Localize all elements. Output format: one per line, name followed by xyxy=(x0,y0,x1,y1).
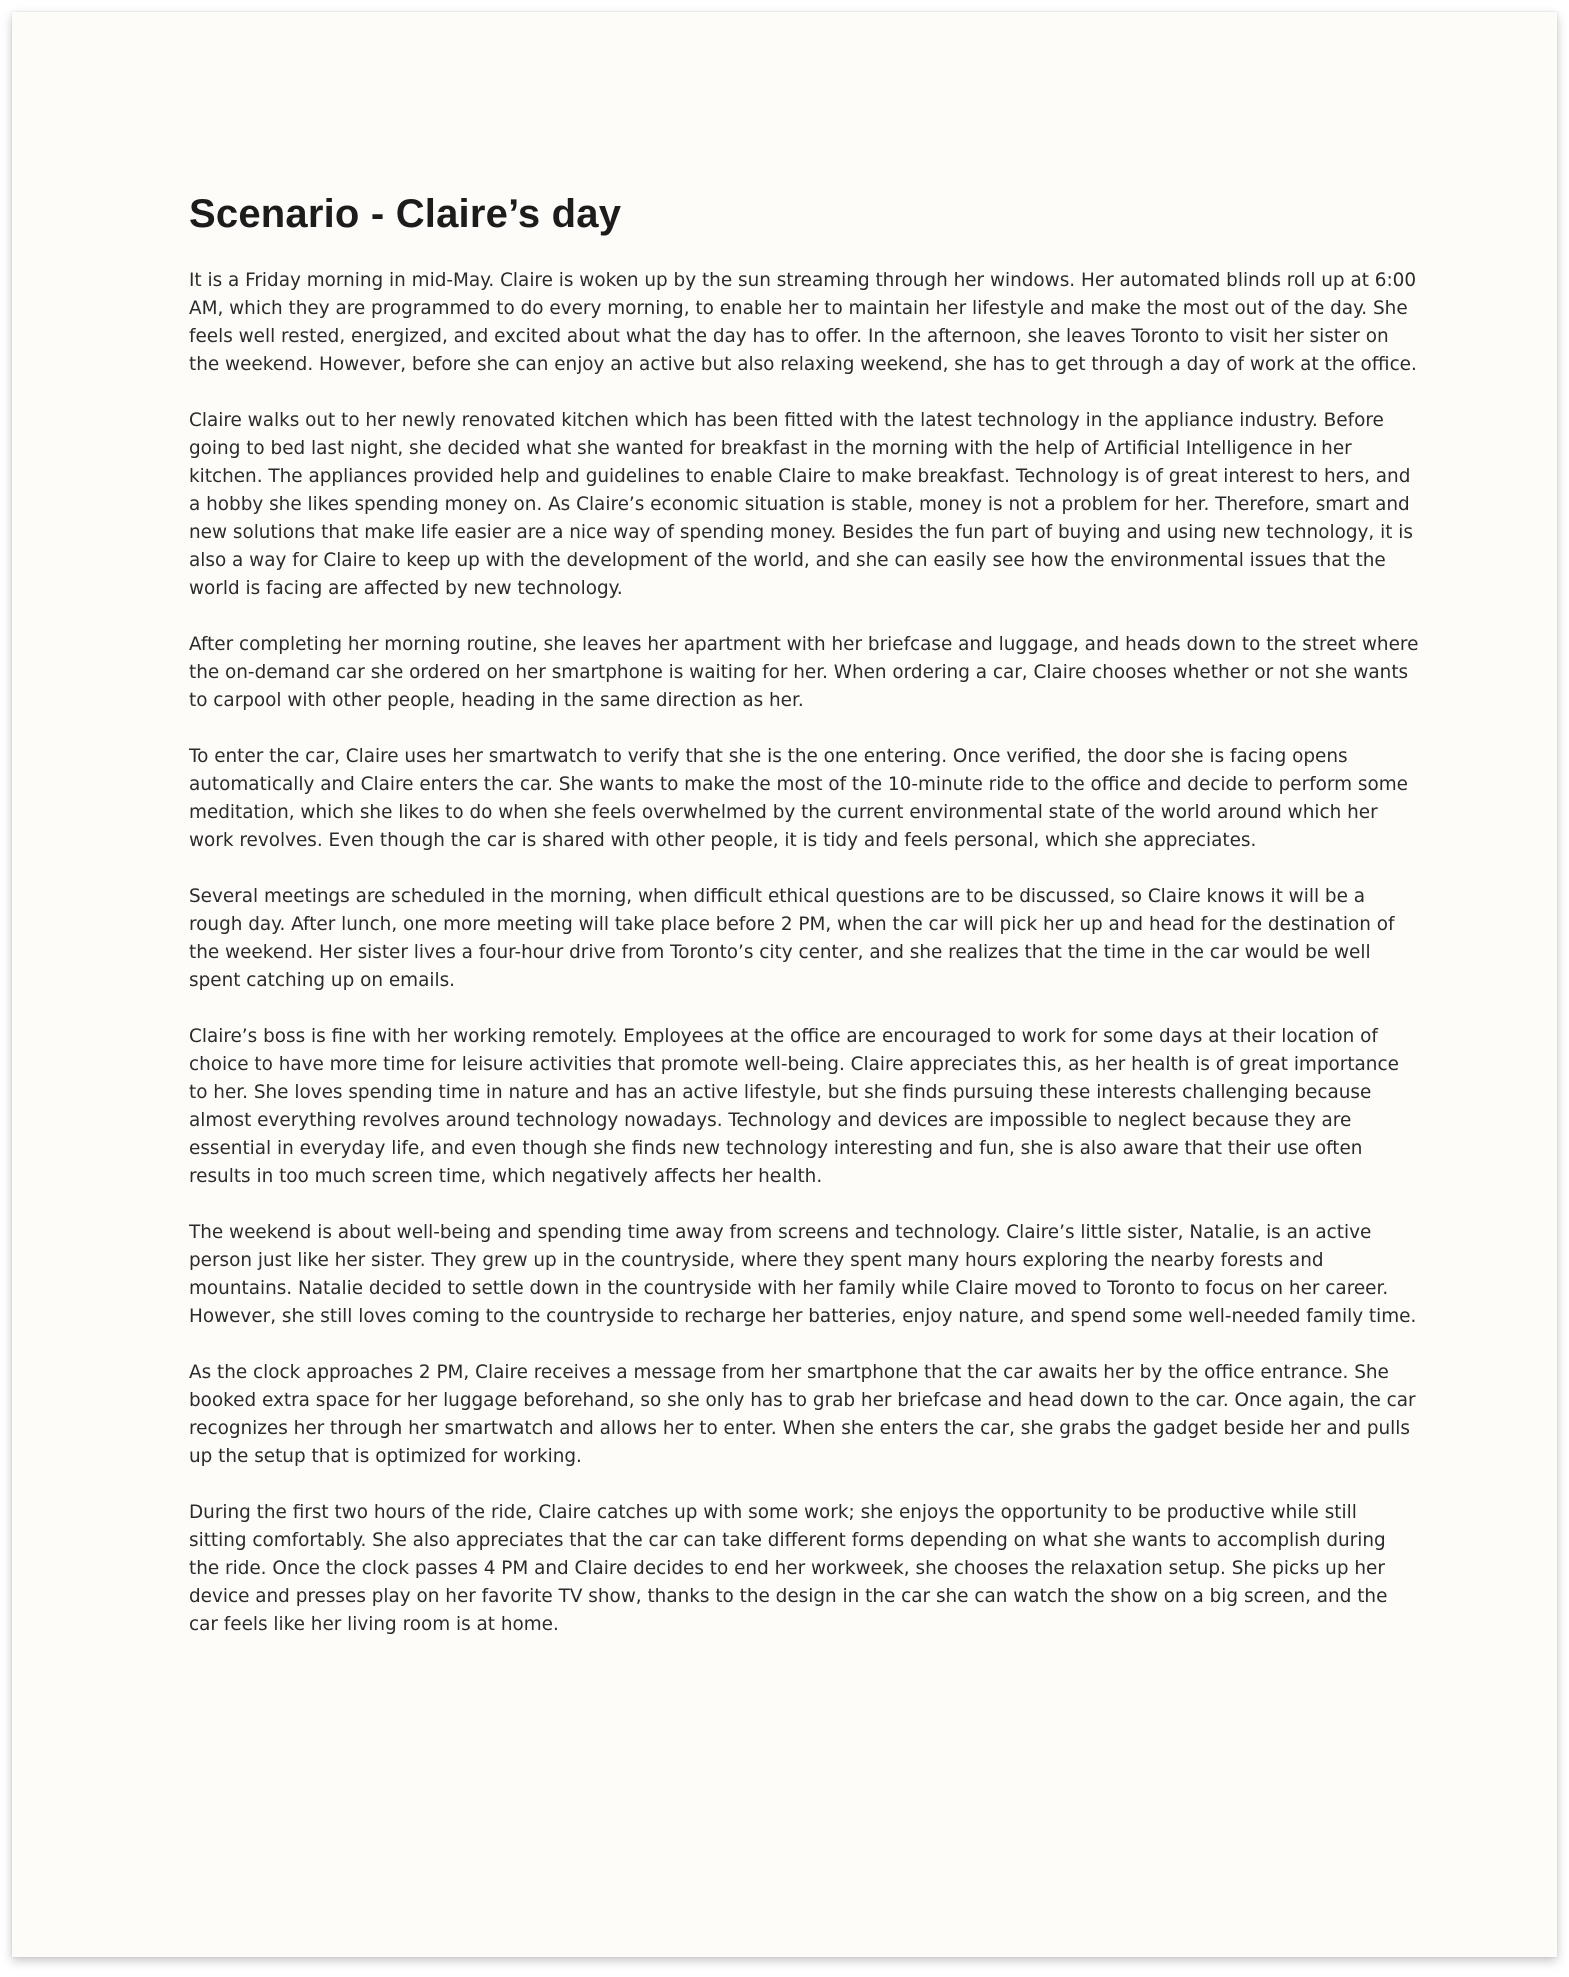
paragraph-1: It is a Friday morning in mid-May. Claire is woken up by the sun streaming through her windows. Her automated blinds roll up at 6:00 AM, which they are programmed to do every morning, to enable her to maintain her lifestyle and make the most out of the day. She feels well rested, energized, and excited about what the day has to offer. In the afternoon, she leaves Toronto to visit her sister on the weekend. However, before she can enjoy an active but also relaxing weekend, she has to get through a day of work at the office. xyxy=(189,270,1417,375)
document-title: Scenario - Claire’s day xyxy=(189,192,622,236)
paragraph-9: During the first two hours of the ride, Claire catches up with some work; she enjoys the opportunity to be productive while still sitting comfortably. She also appreciates that the car can take different forms depending on what she wants to accomplish during the ride. Once the clock passes 4 PM and Claire decides to end her workweek, she chooses the relaxation setup. She picks up her device and presses play on her favorite TV show, thanks to the design in the car she can watch the show on a big screen, and the car feels like her living room is at home. xyxy=(189,1502,1388,1635)
paragraph-2: Claire walks out to her newly renovated kitchen which has been fitted with the latest technology in the appliance industry. Before going to bed last night, she decided what she wanted for breakfast in the morning with the help of Artificial Intelligence in her kitchen. The appliances provided help and guidelines to enable Claire to make breakfast. Technology is of great interest to hers, and a hobby she likes spending money on. As Claire’s economic situation is stable, money is not a problem for her. Therefore, smart and new solutions that make life easier are a nice way of spending money. Besides the fun part of buying and using new technology, it is also a way for Claire to keep up with the development of the world, and she can easily see how the environmental issues that the world is facing are affected by new technology. xyxy=(189,410,1413,599)
document-page xyxy=(12,12,1557,1957)
paragraph-6: Claire’s boss is fine with her working remotely. Employees at the office are encouraged to work for some days at their location of choice to have more time for leisure activities that promote well-being. Claire appreciates this, as her health is of great importance to her. She loves spending time in nature and has an active lifestyle, but she finds pursuing these interests challenging because almost everything revolves around technology nowadays. Technology and devices are impossible to neglect because they are essential in everyday life, and even though she finds new technology interesting and fun, she is also aware that their use often results in too much screen time, which negatively affects her health. xyxy=(189,1026,1399,1187)
paragraph-5: Several meetings are scheduled in the morning, when difficult ethical questions are to be discussed, so Claire knows it will be a rough day. After lunch, one more meeting will take place before 2 PM, when the car will pick her up and head for the destination of the weekend. Her sister lives a four-hour drive from Toronto’s city center, and she realizes that the time in the car would be well spent catching up on emails. xyxy=(189,886,1395,991)
paragraph-7: The weekend is about well-being and spending time away from screens and technology. Claire’s little sister, Natalie, is an active person just like her sister. They grew up in the countryside, where they spent many hours exploring the nearby forests and mountains. Natalie decided to settle down in the countryside with her family while Claire moved to Toronto to focus on her career. However, she still loves coming to the countryside to recharge her batteries, enjoy nature, and spend some well-needed family time. xyxy=(189,1222,1417,1327)
paragraph-3: After completing her morning routine, she leaves her apartment with her briefcase and luggage, and heads down to the street where the on-demand car she ordered on her smartphone is waiting for her. When ordering a car, Claire chooses whether or not she wants to carpool with other people, heading in the same direction as her. xyxy=(189,634,1419,711)
document-body xyxy=(189,188,1419,1667)
paragraph-4: To enter the car, Claire uses her smartwatch to verify that she is the one entering. Once verified, the door she is facing opens automatically and Claire enters the car. She wants to make the most of the 10-minute ride to the office and decide to perform some meditation, which she likes to do when she feels overwhelmed by the current environmental state of the world around which her work revolves. Even though the car is shared with other people, it is tidy and feels personal, which she appreciates. xyxy=(189,746,1408,851)
paragraph-8: As the clock approaches 2 PM, Claire receives a message from her smartphone that the car awaits her by the office entrance. She booked extra space for her luggage beforehand, so she only has to grab her briefcase and head down to the car. Once again, the car recognizes her through her smartwatch and allows her to enter. When she enters the car, she grabs the gadget beside her and pulls up the setup that is optimized for working. xyxy=(189,1362,1416,1467)
